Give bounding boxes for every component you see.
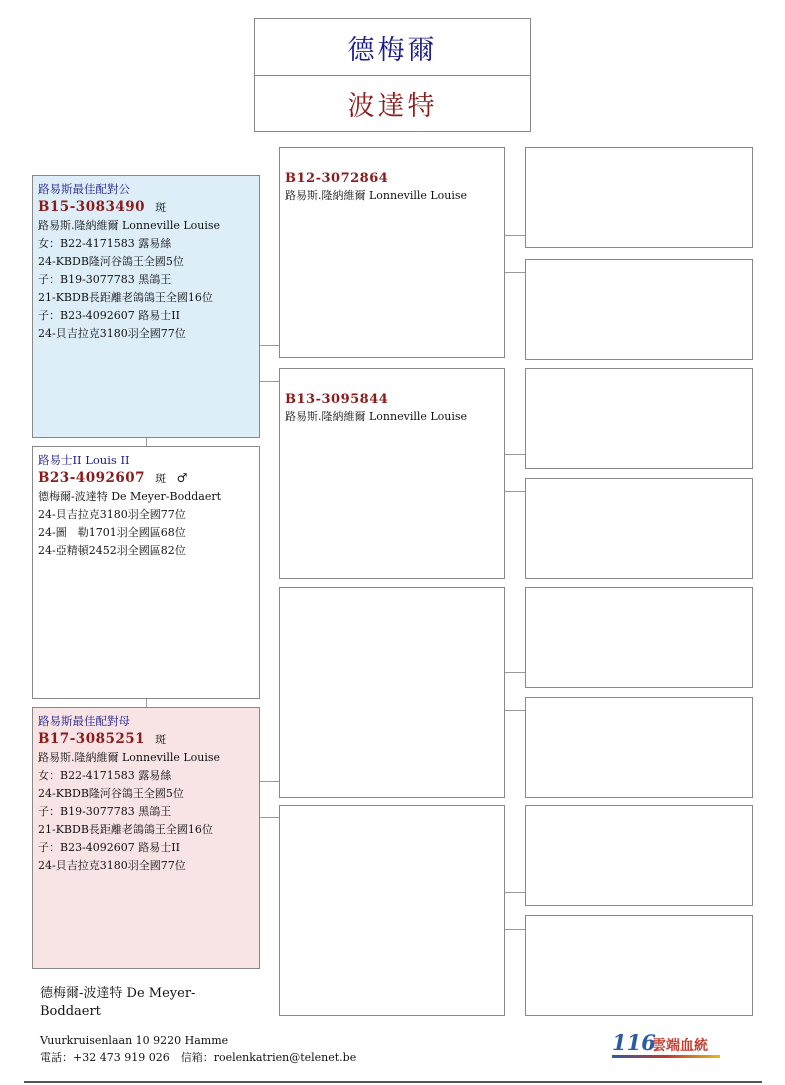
connector-gp1-ggp2 [504, 272, 525, 273]
dam-header: 路易斯最佳配對母 [38, 714, 130, 728]
breeder-phone-email: 電話：+32 473 919 026 信箱：roelenkatrien@telenet.be [40, 1051, 357, 1064]
dam-ring: B17-3085251 斑 [38, 731, 167, 747]
sire-mark: 斑 [155, 201, 167, 214]
connector-gp2-ggp3 [504, 454, 525, 455]
dam-line: 女：B22-4171583 露易絲 [38, 769, 172, 782]
great-grandparent-card-3[interactable] [525, 368, 753, 469]
dam-line: 路易斯.隆納維爾 Lonneville Louise [38, 751, 221, 764]
breeder-address: Vuurkruisenlaan 10 9220 Hamme [40, 1034, 229, 1047]
title-box [254, 18, 531, 132]
subject-header: 路易士II Louis II [38, 453, 130, 467]
subject-card[interactable] [32, 446, 260, 699]
dam-card[interactable] [32, 707, 260, 969]
grandparent-card-2[interactable] [279, 368, 505, 579]
sire-header: 路易斯最佳配對公 [38, 182, 130, 196]
dam-line: 子：B19-3077783 黑鴿王 [38, 805, 172, 818]
great-grandparent-card-1[interactable] [525, 147, 753, 248]
grandparent-line: 路易斯.隆納維爾 Lonneville Louise [285, 189, 468, 202]
connector-sire-gp2 [259, 381, 279, 382]
logo-text: 雲端血統 [652, 1038, 708, 1054]
sire-line: 女：B22-4171583 露易絲 [38, 237, 172, 250]
dam-line: 24-貝吉拉克3180羽全國77位 [38, 859, 186, 872]
grandparent-card-4[interactable] [279, 805, 505, 1016]
connector-dam-gp4 [259, 817, 279, 818]
subject-line: 24-亞精頓2452羽全國區82位 [38, 544, 186, 557]
sire-line: 21-KBDB長距離老鴿鴿王全國16位 [38, 291, 213, 304]
connector-dam-gp3 [259, 781, 279, 782]
great-grandparent-card-4[interactable] [525, 478, 753, 579]
subject-line: 24-圖 勒1701羽全國區68位 [38, 526, 186, 539]
dam-mark: 斑 [155, 733, 167, 746]
connector-gp1-ggp1 [504, 235, 525, 236]
dam-line: 子：B23-4092607 路易士II [38, 841, 180, 854]
great-grandparent-card-8[interactable] [525, 915, 753, 1016]
logo-underline [612, 1055, 720, 1058]
connector-sire-gp1 [259, 345, 279, 346]
bottom-divider [24, 1081, 762, 1083]
sire-line: 24-KBDB隆河谷鴿王全國5位 [38, 255, 184, 268]
great-grandparent-card-6[interactable] [525, 697, 753, 798]
subject-ring: B23-4092607 斑 ♂ [38, 470, 188, 486]
owner-name-top: 德梅爾 [255, 19, 530, 76]
grandparent-ring: B12-3072864 [285, 171, 389, 186]
connector-gp3-ggp6 [504, 710, 525, 711]
breeder-name: 德梅爾-波達特 De Meyer-Boddaert [40, 986, 196, 1019]
sire-ring: B15-3083490 斑 [38, 199, 167, 215]
dam-line: 24-KBDB隆河谷鴿王全國5位 [38, 787, 184, 800]
grandparent-card-1[interactable] [279, 147, 505, 358]
grandparent-card-3[interactable] [279, 587, 505, 798]
sire-card[interactable] [32, 175, 260, 438]
subject-line: 24-貝吉拉克3180羽全國77位 [38, 508, 186, 521]
subject-line: 德梅爾-波達特 De Meyer-Boddaert [38, 490, 222, 503]
sire-line: 子：B23-4092607 路易士II [38, 309, 180, 322]
great-grandparent-card-7[interactable] [525, 805, 753, 906]
logo-number: 116 [612, 1030, 656, 1055]
owner-name-bottom: 波達特 [347, 90, 438, 122]
great-grandparent-card-5[interactable] [525, 587, 753, 688]
great-grandparent-card-2[interactable] [525, 259, 753, 360]
connector-gp3-ggp5 [504, 672, 525, 673]
dam-line: 21-KBDB長距離老鴿鴿王全國16位 [38, 823, 213, 836]
male-sex-icon: ♂ [176, 471, 188, 485]
subject-mark: 斑 [155, 472, 167, 485]
grandparent-ring: B13-3095844 [285, 392, 389, 407]
sire-line: 24-貝吉拉克3180羽全國77位 [38, 327, 186, 340]
connector-gp2-ggp4 [504, 491, 525, 492]
cloud-pedigree-logo [612, 1030, 722, 1058]
grandparent-line: 路易斯.隆納維爾 Lonneville Louise [285, 410, 468, 423]
sire-line: 路易斯.隆納維爾 Lonneville Louise [38, 219, 221, 232]
sire-line: 子：B19-3077783 黑鴿王 [38, 273, 172, 286]
breeder-contact [40, 1032, 356, 1066]
connector-gp4-ggp8 [504, 929, 525, 930]
connector-gp4-ggp7 [504, 892, 525, 893]
